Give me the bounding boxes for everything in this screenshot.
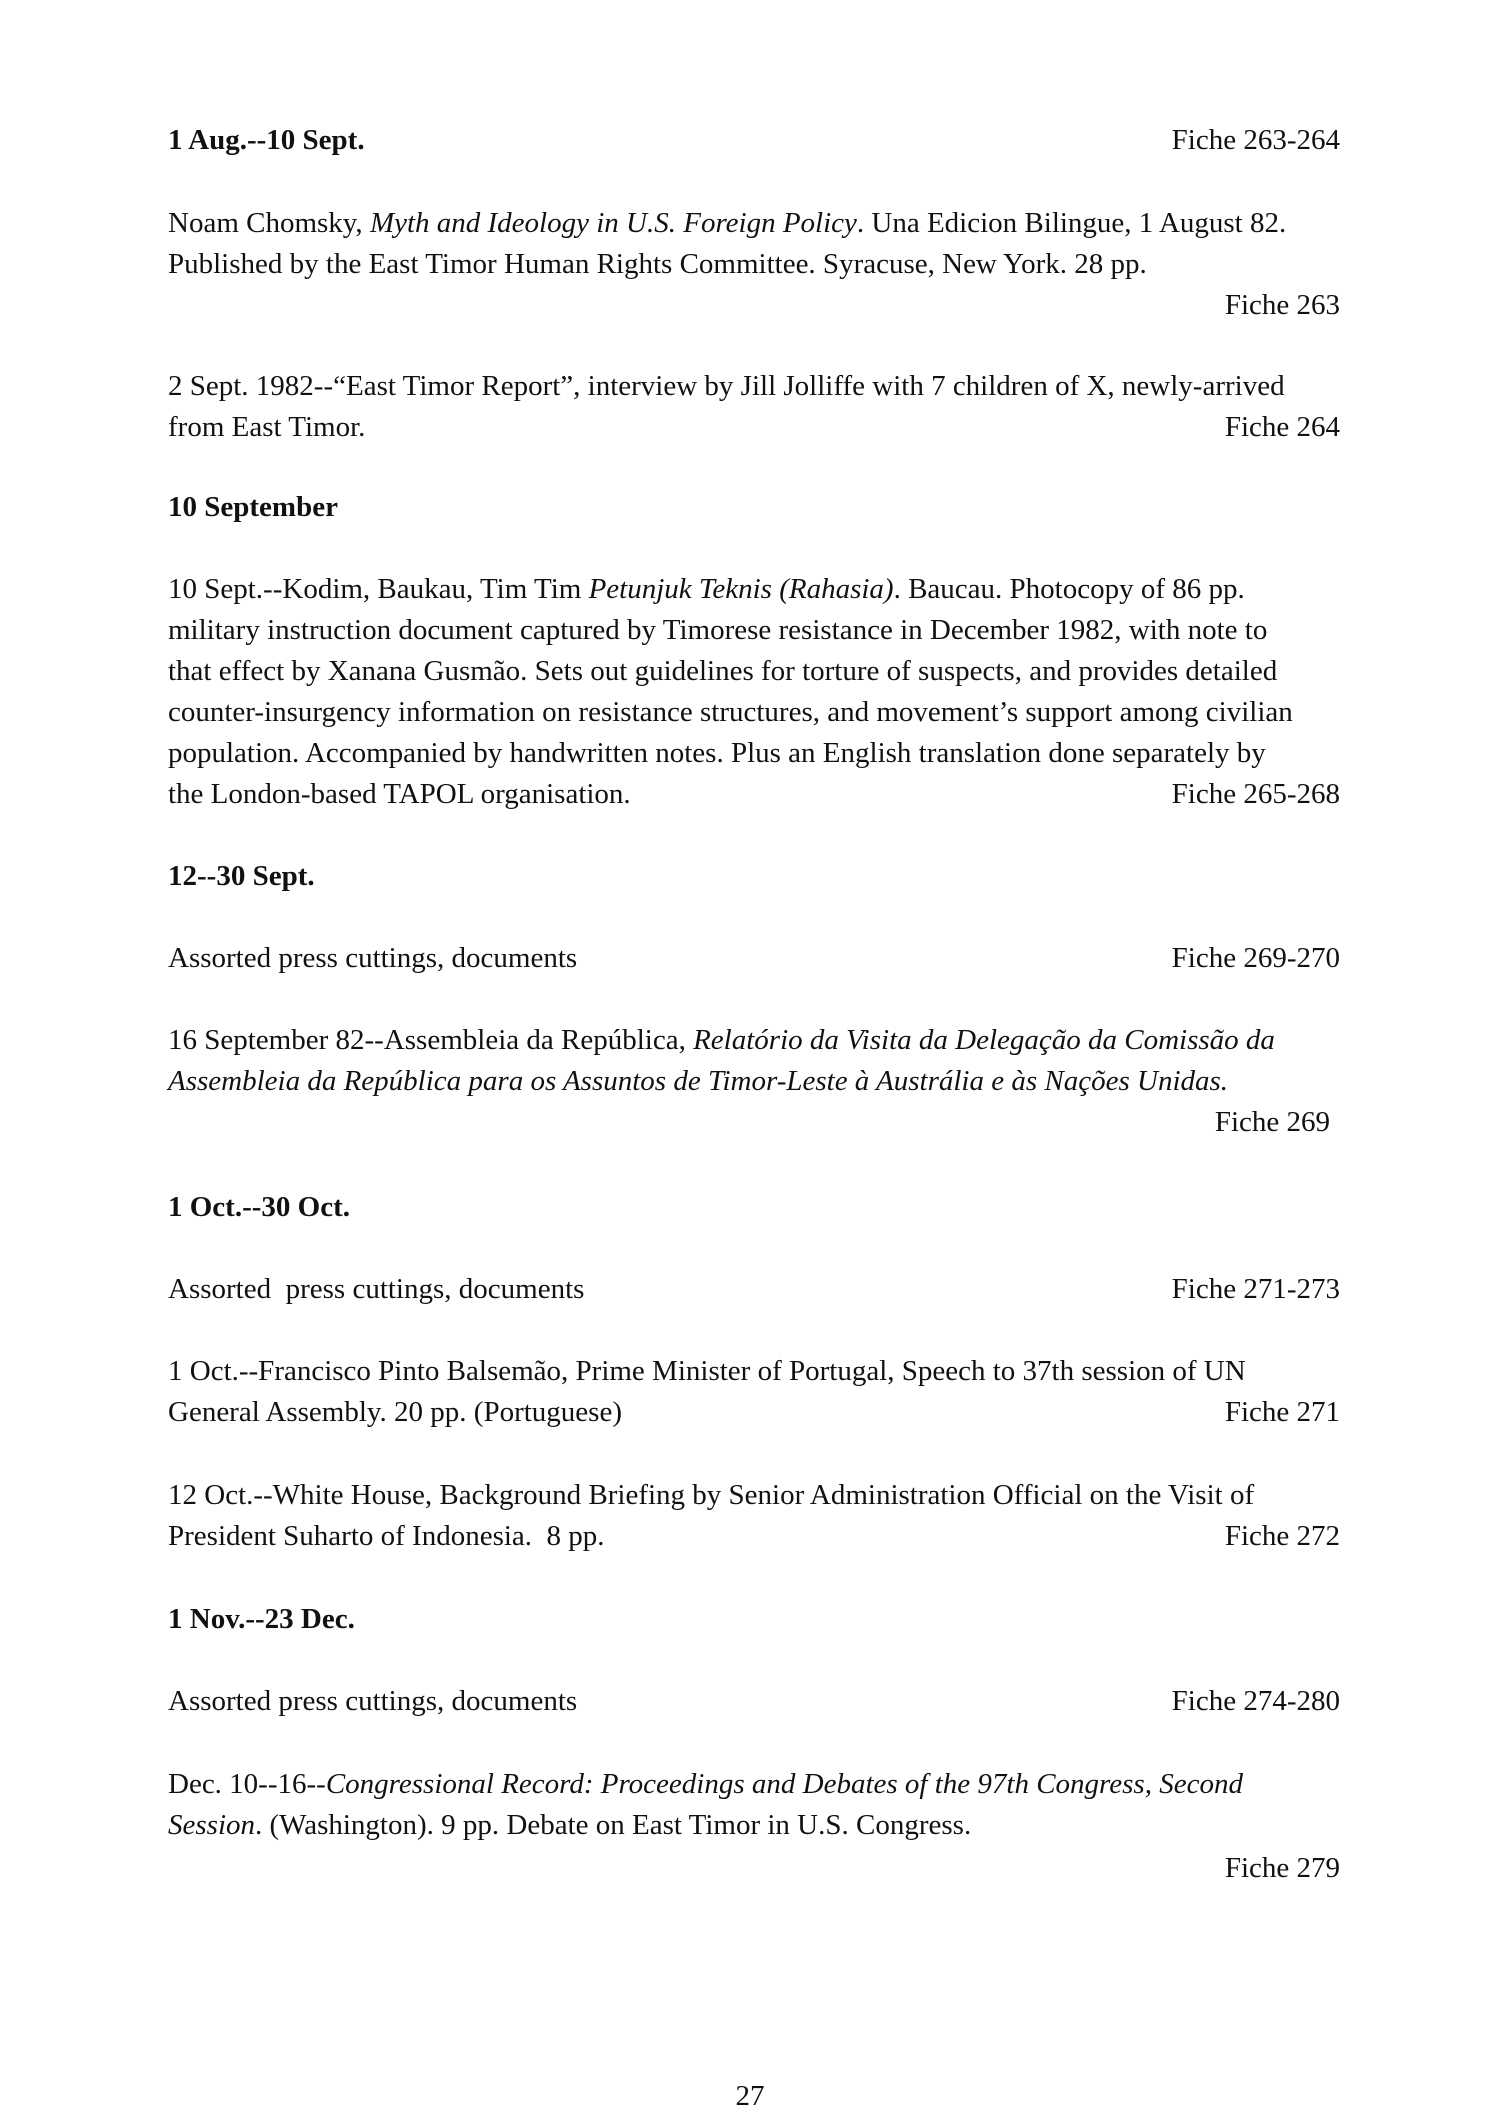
entry-line: that effect by Xanana Gusmão. Sets out guidelines for torture of suspects, and provides detailed: [168, 655, 1278, 687]
section-heading-10-september: 10 September: [168, 491, 338, 523]
entry-line: counter-insurgency information on resistance structures, and movement’s support among civilian: [168, 696, 1293, 728]
entry-line: Session. (Washington). 9 pp. Debate on East Timor in U.S. Congress.: [168, 1809, 972, 1841]
entry-line: military instruction document captured by Timorese resistance in December 1982, with note to: [168, 614, 1268, 646]
entry-line: Noam Chomsky, Myth and Ideology in U.S. Foreign Policy. Una Edicion Bilingue, 1 August 82.: [168, 207, 1287, 239]
entry-line: President Suharto of Indonesia. 8 pp. Fiche 272: [168, 1516, 1340, 1557]
publication-title: Session: [168, 1809, 255, 1841]
entry-line: 16 September 82--Assembleia da República, Relatório da Visita da Delegação da Comissão da: [168, 1024, 1275, 1056]
entry-line: 1 Oct.--Francisco Pinto Balsemão, Prime Minister of Portugal, Speech to 37th session of UN: [168, 1355, 1246, 1387]
fiche-ref: Fiche 274-280: [1171, 1685, 1340, 1717]
fiche-ref: Fiche 265-268: [1171, 778, 1340, 810]
entry-east-timor-report: [168, 366, 1340, 448]
publication-title: Assembleia da República para os Assuntos de Timor-Leste à Austrália e às Nações Unidas.: [168, 1065, 1229, 1097]
fiche-ref: Fiche 269: [1214, 1106, 1330, 1138]
section-heading: 1 Aug.--10 Sept.: [168, 124, 365, 156]
entry-kodim: [168, 569, 1340, 815]
entry-assembleia: [168, 1020, 1340, 1143]
entry-assorted-nov-dec: Assorted press cuttings, documents Fiche 274-280: [168, 1681, 1340, 1722]
fiche-ref: Fiche 271: [1224, 1396, 1340, 1428]
publication-title: Myth and Ideology in U.S. Foreign Policy: [369, 207, 857, 239]
section-heading-oct: 1 Oct.--30 Oct.: [168, 1191, 350, 1223]
section-heading-12-30-sept: 12--30 Sept.: [168, 860, 315, 892]
publication-title: Congressional Record: Proceedings and Debates of the 97th Congress, Second: [325, 1768, 1243, 1800]
fiche-ref: Fiche 272: [1224, 1520, 1340, 1552]
page-number: 27: [735, 2080, 765, 2112]
publication-title: Relatório da Visita da Delegação da Comissão da: [693, 1024, 1275, 1056]
section-heading-aug-sept: [168, 120, 1340, 161]
entry-line: Dec. 10--16--Congressional Record: Proceedings and Debates of the 97th Congress, Second: [168, 1768, 1243, 1800]
entry-line: General Assembly. 20 pp. (Portuguese) Fiche 271: [168, 1392, 1340, 1433]
entry-line: from East Timor. Fiche 264: [168, 407, 1340, 448]
fiche-ref: Fiche 271-273: [1171, 1273, 1340, 1305]
entry-assorted-sept: Assorted press cuttings, documents Fiche 269-270: [168, 938, 1340, 979]
fiche-ref: Fiche 269-270: [1171, 942, 1340, 974]
fiche-ref: Fiche 279: [1224, 1852, 1340, 1884]
publication-title: Petunjuk Teknis (Rahasia): [588, 573, 894, 605]
entry-chomsky: [168, 203, 1340, 326]
entry-congressional-record: [168, 1764, 1340, 1889]
entry-balsemao: [168, 1351, 1340, 1433]
fiche-ref: Fiche 263-264: [1171, 124, 1340, 156]
section-heading-nov-dec: 1 Nov.--23 Dec.: [168, 1603, 355, 1635]
entry-line: 12 Oct.--White House, Background Briefing by Senior Administration Official on the Visit of: [168, 1479, 1255, 1511]
entry-line: 2 Sept. 1982--“East Timor Report”, interview by Jill Jolliffe with 7 children of X, newly-arrived: [168, 370, 1285, 402]
entry-line: the London-based TAPOL organisation. Fiche 265-268: [168, 774, 1340, 815]
entry-line: Published by the East Timor Human Rights Committee. Syracuse, New York. 28 pp.: [168, 248, 1147, 280]
fiche-ref: Fiche 264: [1224, 411, 1340, 443]
entry-line: 10 Sept.--Kodim, Baukau, Tim Tim Petunjuk Teknis (Rahasia). Baucau. Photocopy of 86 pp.: [168, 573, 1245, 605]
entry-white-house: [168, 1475, 1340, 1557]
entry-line: [168, 1061, 1340, 1102]
fiche-ref: Fiche 263: [1224, 289, 1340, 321]
entry-assorted-oct: Assorted press cuttings, documents Fiche 271-273: [168, 1269, 1340, 1310]
entry-line: population. Accompanied by handwritten notes. Plus an English translation done separately by: [168, 737, 1266, 769]
